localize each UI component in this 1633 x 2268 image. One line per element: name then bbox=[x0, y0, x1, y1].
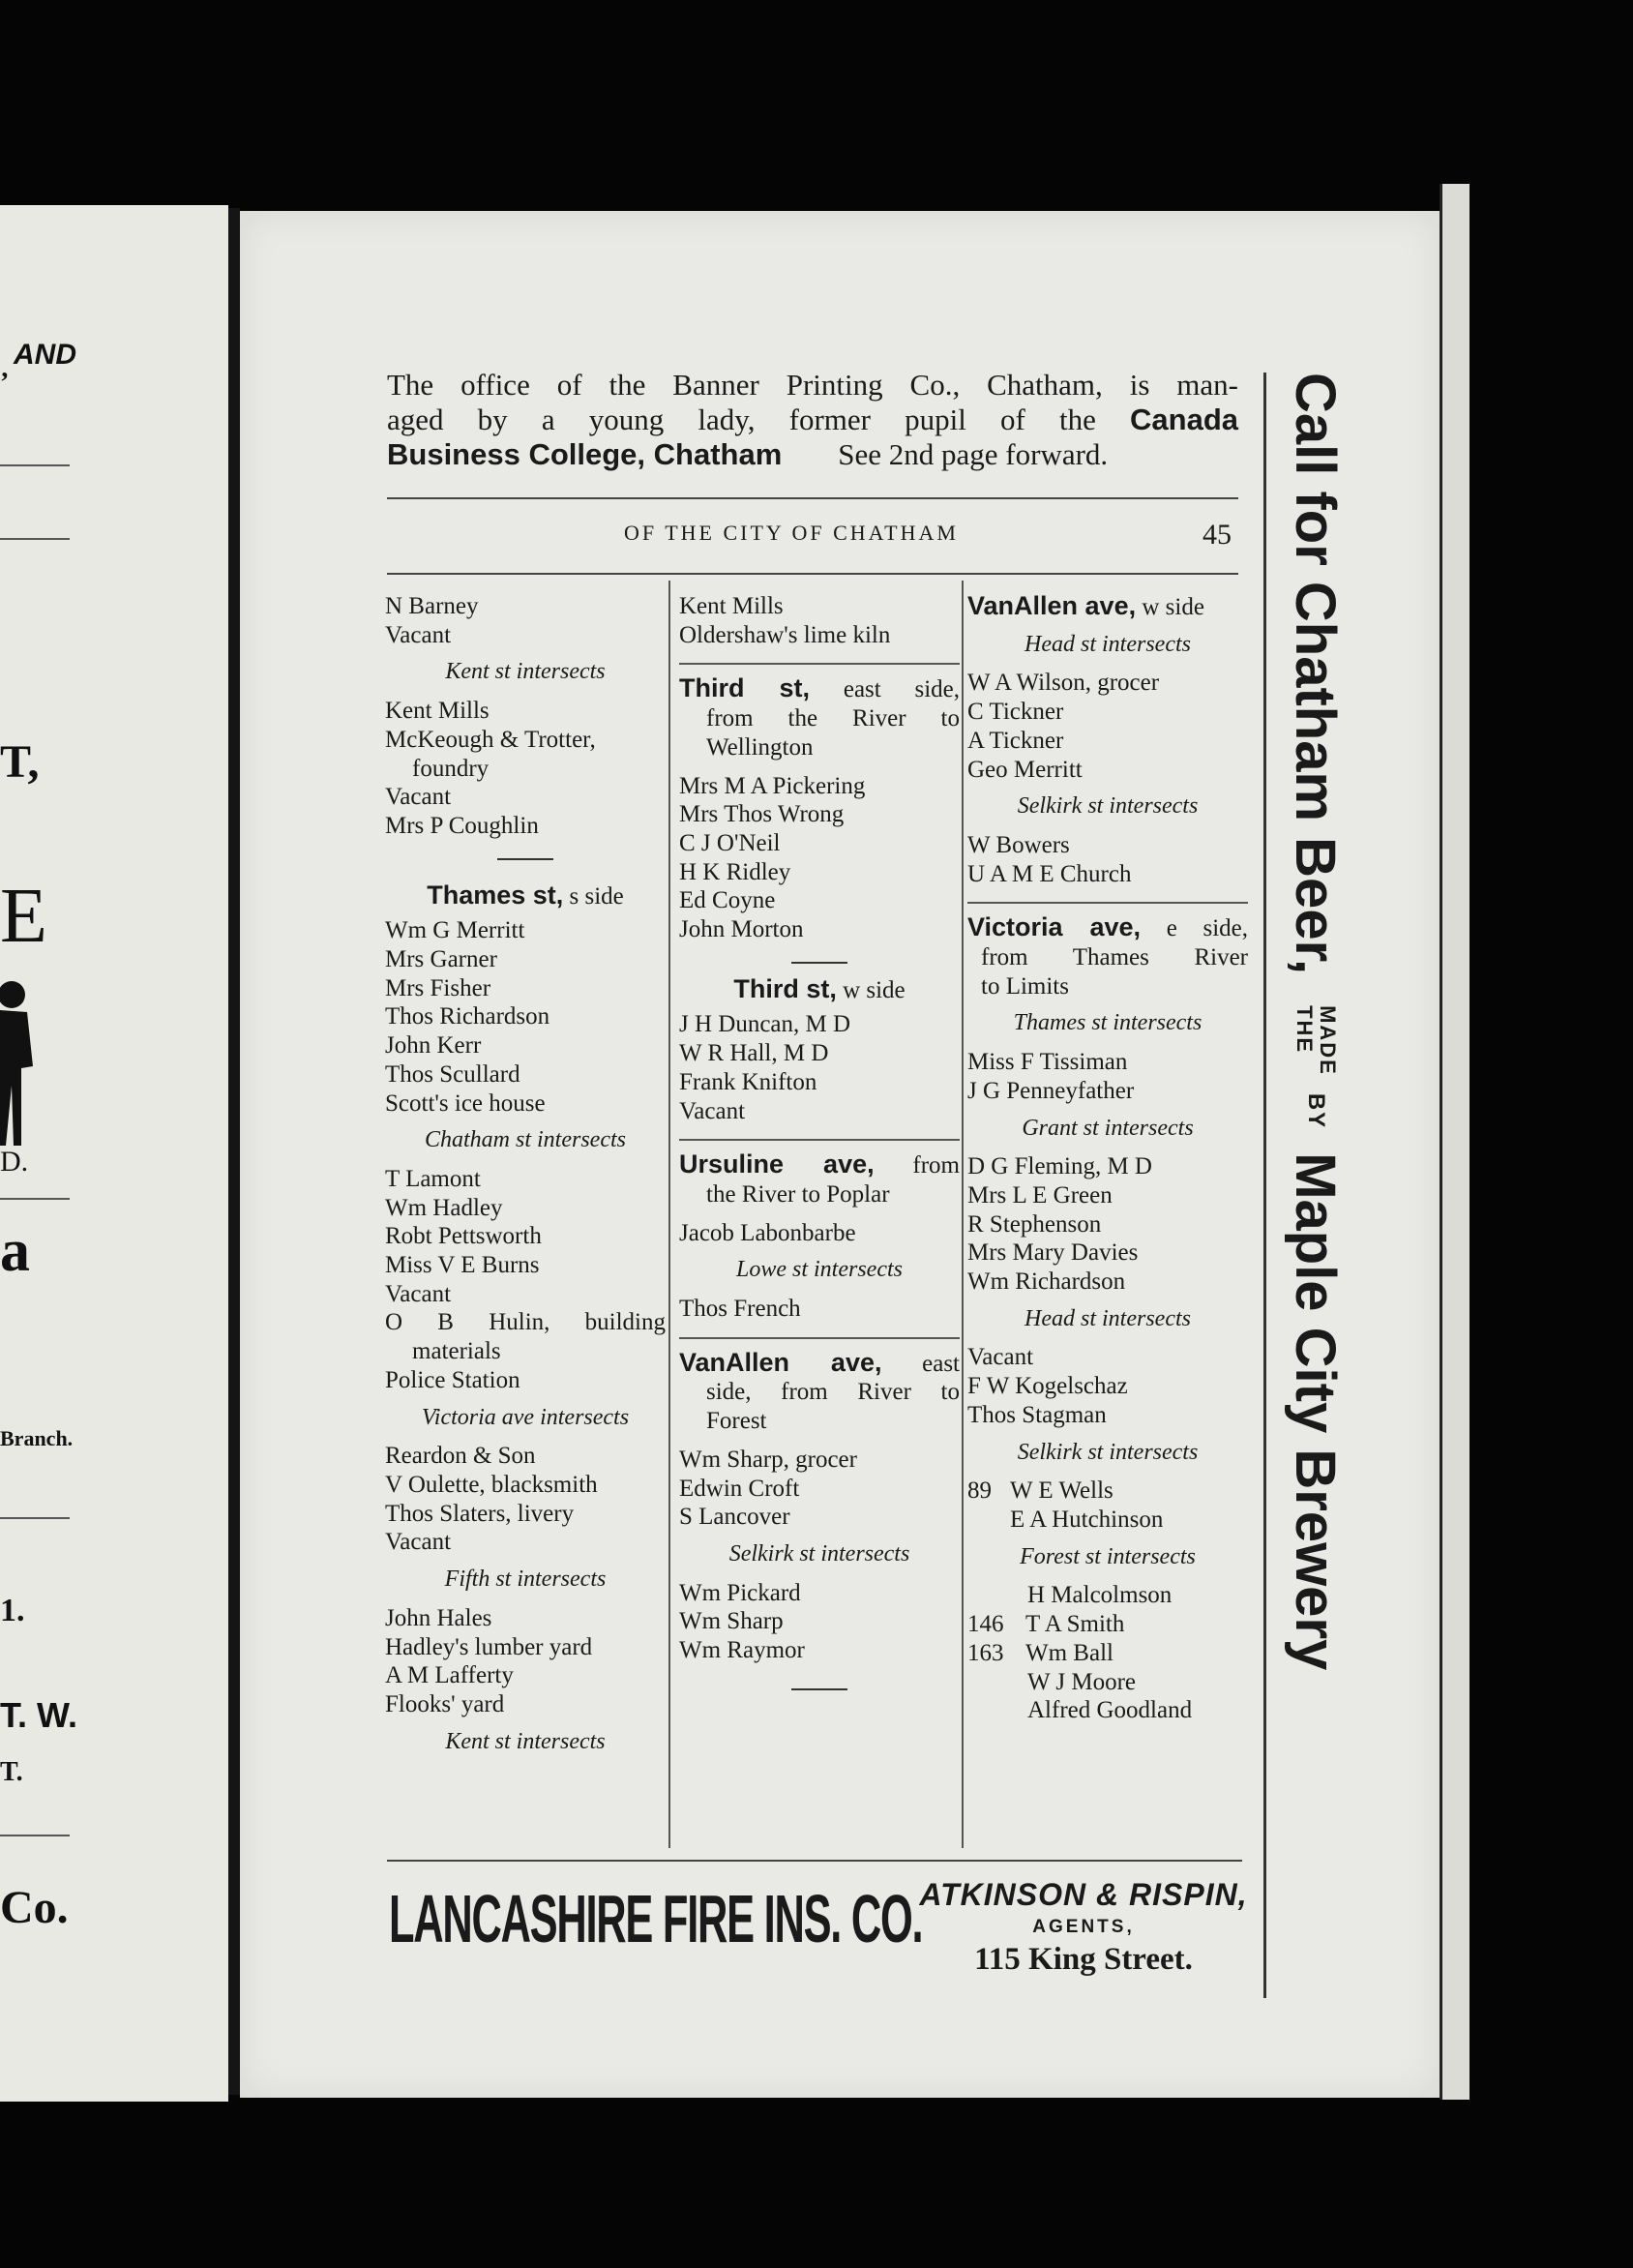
directory-entry: C J O'Neil bbox=[679, 829, 781, 856]
directory-entry: Jacob Labonbarbe bbox=[679, 1219, 856, 1246]
directory-entry: Wm Sharp, grocer bbox=[679, 1446, 857, 1473]
directory-entry: Scott's ice house bbox=[385, 1089, 546, 1117]
street-number: 163 bbox=[967, 1639, 1004, 1666]
directory-column-2 bbox=[679, 592, 960, 1700]
section-rule bbox=[679, 1337, 960, 1339]
intersection-label: Selkirk st intersects bbox=[728, 1540, 910, 1567]
street-heading bbox=[679, 674, 960, 704]
directory-entry: Vacant bbox=[385, 621, 452, 648]
street-heading bbox=[679, 975, 960, 1005]
directory-entry: Reardon & Son bbox=[385, 1443, 536, 1470]
intersection-label: Lowe st intersects bbox=[736, 1257, 903, 1283]
street-heading bbox=[967, 592, 1248, 622]
directory-entry: R Stephenson bbox=[967, 1210, 1102, 1238]
street-heading-cont: to Limits bbox=[981, 972, 1069, 1000]
directory-entry: S Lancover bbox=[679, 1504, 790, 1531]
left-fragment-mark: ʼ bbox=[0, 368, 10, 398]
intersection-label: Kent st intersects bbox=[445, 659, 606, 685]
side-ad-by: BY bbox=[1303, 1092, 1329, 1130]
directory-entry: W A Wilson, grocer bbox=[967, 670, 1160, 697]
directory-column-3 bbox=[967, 592, 1248, 1725]
agents-firm: ATKINSON & RISPIN, bbox=[919, 1877, 1248, 1912]
directory-entry: Frank Knifton bbox=[679, 1068, 817, 1095]
directory-entry: A M Lafferty bbox=[385, 1662, 514, 1689]
directory-entry: Mrs L E Green bbox=[967, 1181, 1113, 1209]
directory-entry: Edwin Croft bbox=[679, 1475, 800, 1502]
directory-entry: Kent Mills bbox=[679, 593, 784, 619]
intersection-label: Chatham st intersects bbox=[425, 1127, 626, 1153]
intersection-label: Grant st intersects bbox=[1022, 1115, 1194, 1141]
directory-entry bbox=[967, 1610, 1248, 1639]
street-number: 89 bbox=[967, 1477, 992, 1505]
directory-entry: Mrs P Coughlin bbox=[385, 812, 539, 839]
directory-name: Wm Ball bbox=[1025, 1639, 1113, 1666]
street-side: s side bbox=[569, 882, 624, 910]
left-rule bbox=[0, 1835, 70, 1836]
directory-entry: Thos French bbox=[679, 1296, 801, 1323]
agents-block bbox=[919, 1877, 1248, 1978]
directory-entry: Hadley's lumber yard bbox=[385, 1633, 593, 1660]
directory-name: T A Smith bbox=[1025, 1611, 1125, 1638]
directory-entry: Vacant bbox=[385, 784, 452, 811]
street-side: e side, bbox=[1166, 915, 1248, 942]
street-number: 146 bbox=[967, 1611, 1004, 1638]
left-rule bbox=[0, 538, 70, 540]
directory-entry: Wm Sharp bbox=[679, 1608, 784, 1635]
left-page-fragment bbox=[0, 205, 228, 2102]
street-name: Third st, bbox=[679, 673, 811, 703]
directory-entry: Geo Merritt bbox=[967, 756, 1083, 783]
directory-entry: Ed Coyne bbox=[679, 887, 776, 914]
intersection-label: Forest st intersects bbox=[1020, 1543, 1196, 1569]
directory-entry: Wm G Merritt bbox=[385, 917, 525, 944]
directory-entry: John Morton bbox=[679, 916, 804, 943]
directory-entry: Thos Scullard bbox=[385, 1060, 520, 1088]
ad-line-2 bbox=[387, 403, 1238, 437]
directory-entry: Flooks' yard bbox=[385, 1690, 505, 1717]
directory-entry: V Oulette, blacksmith bbox=[385, 1471, 598, 1498]
directory-entry: Mrs Thos Wrong bbox=[679, 801, 845, 828]
street-heading-cont: Wellington bbox=[706, 733, 814, 761]
street-name: Ursuline ave, bbox=[679, 1149, 875, 1179]
directory-entry: Wm Richardson bbox=[967, 1268, 1126, 1296]
ad-line-3 bbox=[387, 437, 1238, 472]
intersection-label: Selkirk st intersects bbox=[1017, 793, 1199, 820]
directory-entry bbox=[967, 1639, 1248, 1668]
street-heading-cont: the River to Poplar bbox=[706, 1180, 890, 1208]
directory-entry: N Barney bbox=[385, 593, 479, 619]
directory-entry: U A M E Church bbox=[967, 860, 1132, 887]
left-fragment-1: 1. bbox=[0, 1593, 25, 1628]
left-fragment-branch: Branch. bbox=[0, 1426, 74, 1450]
left-fragment-t2: T. bbox=[0, 1757, 23, 1787]
street-side: w side bbox=[1142, 594, 1204, 620]
intersection-label: Thames st intersects bbox=[1013, 1010, 1202, 1036]
street-heading bbox=[385, 881, 666, 911]
directory-entry: foundry bbox=[412, 755, 490, 782]
directory-entry: Thos Stagman bbox=[967, 1401, 1107, 1428]
column-divider bbox=[962, 581, 964, 1848]
section-separator bbox=[679, 944, 960, 973]
directory-entry: F W Kogelschaz bbox=[967, 1373, 1128, 1400]
directory-column-1 bbox=[385, 592, 666, 1766]
left-rule bbox=[0, 1517, 70, 1519]
directory-entry: Miss V E Burns bbox=[385, 1252, 540, 1279]
directory-entry: Police Station bbox=[385, 1366, 520, 1393]
directory-entry: Wm Raymor bbox=[679, 1637, 805, 1664]
directory-entry: Thos Richardson bbox=[385, 1003, 550, 1030]
directory-entry bbox=[967, 1477, 1248, 1506]
directory-entry: A Tickner bbox=[967, 727, 1064, 754]
left-rule bbox=[0, 464, 70, 466]
directory-entry: Thos Slaters, livery bbox=[385, 1500, 575, 1527]
directory-entry: Robt Pettsworth bbox=[385, 1223, 542, 1250]
intersection-label: Victoria ave intersects bbox=[421, 1404, 630, 1430]
directory-entry: W Bowers bbox=[967, 831, 1070, 858]
street-heading-cont: Forest bbox=[706, 1408, 767, 1435]
directory-entry: Kent Mills bbox=[385, 698, 490, 725]
street-side: from bbox=[912, 1152, 960, 1179]
street-side: east side, bbox=[843, 676, 961, 703]
directory-entry: Alfred Goodland bbox=[1027, 1697, 1193, 1724]
side-ad-the: THE bbox=[1292, 1005, 1317, 1055]
side-ad-text bbox=[1272, 373, 1359, 1998]
left-rule bbox=[0, 1198, 70, 1200]
directory-entry: Vacant bbox=[385, 1529, 452, 1556]
intersection-label: Fifth st intersects bbox=[444, 1567, 607, 1593]
street-name: Thames st, bbox=[427, 880, 564, 910]
left-fragment-a: a bbox=[0, 1218, 30, 1284]
directory-entry: Vacant bbox=[967, 1344, 1034, 1371]
directory-entry: T Lamont bbox=[385, 1165, 481, 1192]
left-fragment-and: AND bbox=[14, 339, 76, 371]
directory-entry: Mrs Garner bbox=[385, 946, 497, 973]
header-top-rule bbox=[387, 497, 1238, 499]
column-divider bbox=[668, 581, 670, 1848]
street-heading bbox=[679, 1150, 960, 1180]
directory-entry: Miss F Tissiman bbox=[967, 1049, 1128, 1076]
directory-entry: C Tickner bbox=[967, 699, 1064, 726]
intersection-label: Kent st intersects bbox=[445, 1728, 606, 1754]
directory-entry: materials bbox=[412, 1338, 501, 1365]
street-heading-cont: side, from River to bbox=[706, 1379, 960, 1406]
section-separator bbox=[385, 841, 666, 870]
street-side: east bbox=[922, 1350, 960, 1377]
section-rule bbox=[679, 663, 960, 665]
side-advertisement bbox=[1272, 373, 1359, 1998]
ad-line-1: The office of the Banner Printing Co., Chatham, is man- bbox=[387, 368, 1238, 402]
directory-entry: J G Penneyfather bbox=[967, 1077, 1135, 1104]
left-fragment-co: Co. bbox=[0, 1882, 69, 1933]
ad-line-2-text: aged by a young lady, former pupil of the bbox=[387, 403, 1096, 436]
footer-rule bbox=[387, 1860, 1242, 1862]
ad-see-forward: See 2nd page forward. bbox=[838, 437, 1109, 471]
left-fragment-tw: T. W. bbox=[0, 1695, 77, 1735]
intersection-label: Head st intersects bbox=[1024, 1305, 1191, 1331]
directory-entry: Wm Pickard bbox=[679, 1579, 801, 1606]
street-heading bbox=[967, 913, 1248, 943]
directory-entry: Vacant bbox=[679, 1097, 746, 1124]
directory-entry: H Malcolmson bbox=[1027, 1582, 1173, 1609]
left-fragment-t: T, bbox=[0, 736, 40, 788]
street-name: Third st, bbox=[733, 973, 837, 1003]
top-advertisement bbox=[387, 368, 1238, 472]
ad-business-college: Business College, Chatham bbox=[387, 437, 783, 471]
directory-entry: E A Hutchinson bbox=[1010, 1506, 1164, 1533]
directory-entry: H K Ridley bbox=[679, 858, 791, 885]
directory-entry: D G Fleming, M D bbox=[967, 1153, 1152, 1180]
directory-entry: W R Hall, M D bbox=[679, 1040, 829, 1067]
side-ad-rule bbox=[1263, 373, 1266, 1998]
ad-canada: Canada bbox=[1130, 403, 1238, 436]
directory-entry: John Hales bbox=[385, 1604, 492, 1631]
page-header: OF THE CITY OF CHATHAM bbox=[624, 521, 959, 545]
section-rule bbox=[679, 1139, 960, 1141]
directory-entry: Wm Hadley bbox=[385, 1194, 503, 1221]
intersection-label: Head st intersects bbox=[1024, 631, 1191, 657]
book-gutter bbox=[228, 208, 240, 2095]
street-name: Victoria ave, bbox=[967, 912, 1142, 942]
header-bottom-rule bbox=[387, 573, 1238, 575]
left-fragment-e: E bbox=[0, 874, 47, 959]
directory-entry: John Kerr bbox=[385, 1032, 482, 1059]
side-ad-brewery: Maple City Brewery bbox=[1284, 1152, 1348, 1671]
street-heading-cont: from Thames River bbox=[981, 944, 1248, 971]
left-fragment-d: D. bbox=[0, 1146, 29, 1178]
agents-label: AGENTS, bbox=[1032, 1917, 1135, 1937]
left-figure-silhouette bbox=[0, 979, 33, 1146]
directory-entry: Vacant bbox=[385, 1280, 452, 1307]
intersection-label: Selkirk st intersects bbox=[1017, 1439, 1199, 1465]
lancashire-ad: LANCASHIRE FIRE INS. CO. bbox=[389, 1881, 923, 1956]
directory-entry: W J Moore bbox=[1027, 1668, 1137, 1695]
directory-name: W E Wells bbox=[1010, 1477, 1113, 1505]
agents-address: 115 King Street. bbox=[974, 1942, 1193, 1977]
directory-entry: J H Duncan, M D bbox=[679, 1011, 851, 1038]
directory-entry: O B Hulin, building bbox=[385, 1309, 666, 1336]
side-ad-call: Call for Chatham Beer, bbox=[1284, 373, 1348, 975]
directory-entry: Mrs M A Pickering bbox=[679, 772, 866, 799]
side-ad-made: MADE bbox=[1316, 1005, 1340, 1076]
directory-entry: Oldershaw's lime kiln bbox=[679, 621, 891, 648]
page-edge bbox=[1440, 184, 1470, 2100]
side-ad-made-the bbox=[1292, 1005, 1339, 1076]
street-name: VanAllen ave, bbox=[967, 591, 1137, 620]
street-name: VanAllen ave, bbox=[679, 1347, 882, 1377]
directory-entry: Mrs Mary Davies bbox=[967, 1239, 1139, 1267]
page-number: 45 bbox=[1202, 519, 1232, 551]
street-side: w side bbox=[843, 976, 906, 1003]
directory-entry: McKeough & Trotter, bbox=[385, 726, 596, 753]
section-rule bbox=[967, 902, 1248, 904]
street-heading bbox=[679, 1349, 960, 1379]
section-separator bbox=[679, 1671, 960, 1700]
street-heading-cont: from the River to bbox=[706, 705, 960, 732]
directory-entry: Mrs Fisher bbox=[385, 974, 491, 1001]
